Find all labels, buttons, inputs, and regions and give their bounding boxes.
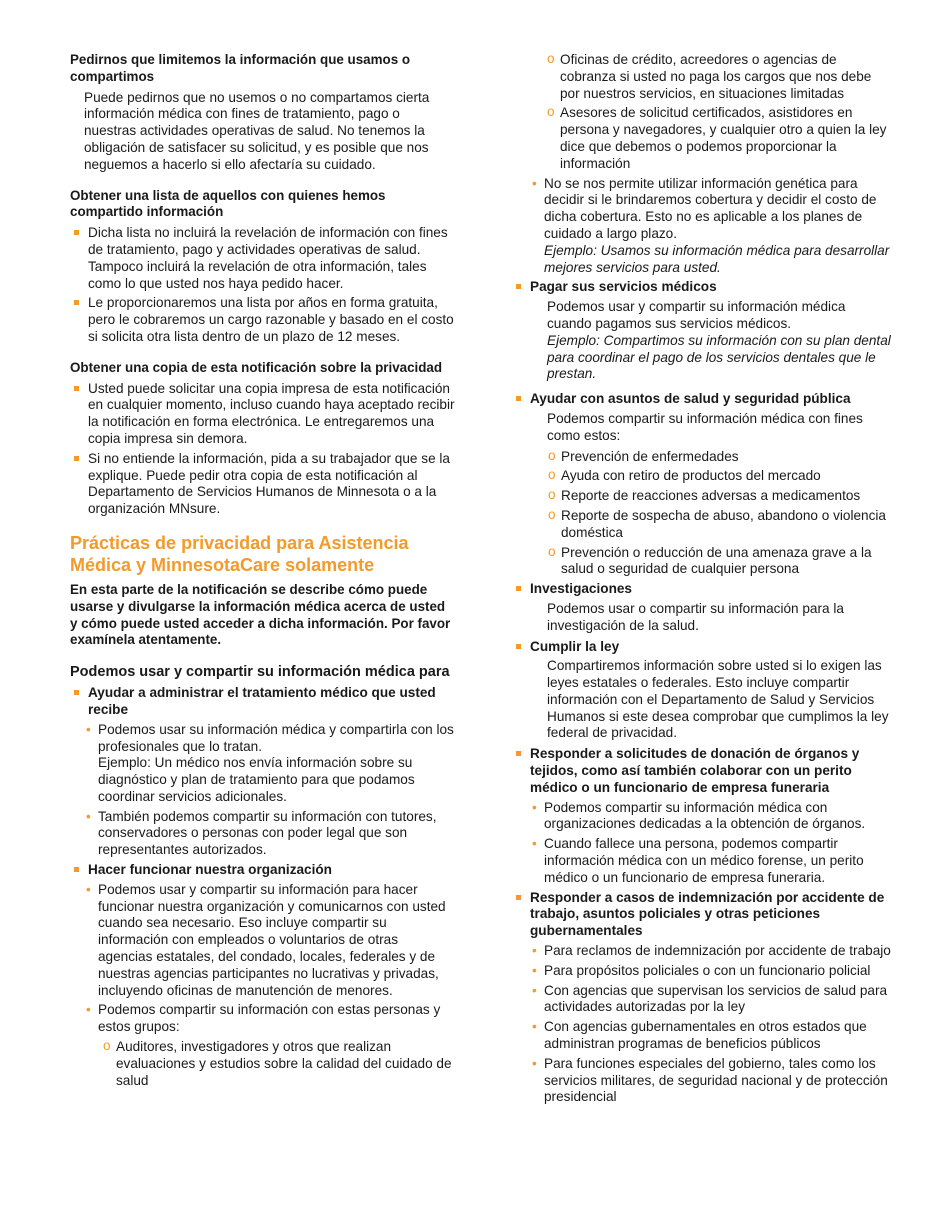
public-health-details (547, 411, 892, 578)
list-item: Dicha lista no incluirá la revelación de información con fines de tratamiento, pago y actividades operativas de salud. Tampoco incluirá la revelación de otra información, tales como lo que usted nos haya pedido hacer. (70, 225, 455, 292)
item-public-health: Ayudar con asuntos de salud y seguridad pública (512, 391, 892, 408)
item-government: Responder a casos de indemnización por accidente de trabajo, asuntos policiales y otras peticiones gubernamentales (512, 890, 892, 940)
list-item: • Podemos compartir su información con estas personas y estos grupos: (84, 1002, 455, 1036)
list-item: o Ayuda con retiro de productos del mercado (547, 468, 892, 485)
section-title-limit: Pedirnos que limitemos la información que usamos o compartimos (70, 52, 411, 84)
item-research: Investigaciones (512, 581, 892, 598)
list-item: o Prevención de enfermedades (547, 449, 892, 466)
list-item (530, 176, 892, 277)
list-item: Usted puede solicitar una copia impresa de esta notificación en cualquier momento, incluso cuando haya aceptado recibir la notificación en forma electrónica. Le entregaremos una copia impresa sin demora. (70, 381, 455, 448)
list-item: • Con agencias gubernamentales en otros estados que administran programas de beneficios públicos (530, 1019, 892, 1053)
genetic-info-text: • No se nos permite utilizar información genética para decidir si le brindaremos cobertura y decidir el costo de dicha cobertura. Esto no es aplicable a los planes de cuidado a largo plazo. (544, 175, 877, 241)
pay-body: Podemos usar y compartir su información médica cuando pagamos sus servicios médicos. (547, 299, 846, 331)
left-column (70, 52, 455, 1092)
list-item: o Auditores, investigadores y otros que realizan evaluaciones y estudios sobre la calidad del cuidado de salud (102, 1039, 455, 1089)
subheading-use-share: Podemos usar y compartir su información médica para (70, 664, 450, 681)
item-pay: Pagar sus servicios médicos (512, 279, 892, 296)
pay-details (547, 299, 892, 383)
list-item: • También podemos compartir su información con tutores, conservadores o personas con poder legal que son representantes autorizados. (84, 809, 455, 859)
section-copy-items (70, 381, 455, 518)
list-item: • Cuando fallece una persona, podemos compartir información médica con un médico forense, un perito médico o un funcionario de empresa funeraria. (530, 836, 892, 886)
treatment-detail-text: • Podemos usar su información médica y compartirla con los profesionales que lo tratan. (98, 721, 454, 754)
list-item: • Podemos usar y compartir su información para hacer funcionar nuestra organización y comunicarnos con usted cuando sea necesario. Eso incluye compartir su información con empleados o voluntarios de otras agencias estatales, del condado, locales, federales y de nuestras agencias participantes no lucrativas y privadas, incluyendo oficinas de manutención de menores. (84, 882, 455, 1000)
list-item (84, 722, 455, 806)
treatment-example-text: Ejemplo: Un médico nos envía información sobre su diagnóstico y plan de tratamiento para que podamos coordinar servicios adicionales. (98, 755, 415, 804)
list-item: o Reporte de reacciones adversas a medicamentos (547, 488, 892, 505)
section-title-list: Obtener una lista de aquellos con quienes hemos compartido información (70, 187, 386, 220)
item-treatment: Ayudar a administrar el tratamiento médico que usted recibe (70, 685, 455, 719)
section-title-copy: Obtener una copia de esta notificación sobre la privacidad (70, 359, 443, 375)
item-organ-donation: Responder a solicitudes de donación de órganos y tejidos, como así también colaborar con un perito médico o un funcionario de empresa funeraria (512, 746, 892, 796)
list-item: • Para funciones especiales del gobierno, tales como los servicios militares, de seguridad nacional y de protección presidencial (530, 1056, 892, 1106)
pay-example: Ejemplo: Compartimos su información con su plan dental para coordinar el pago de los servicios dentales que le prestan. (547, 332, 891, 382)
public-health-body: Podemos compartir su información médica con fines como estos: (547, 410, 863, 443)
list-item: • Para reclamos de indemnización por accidente de trabajo (530, 943, 892, 960)
list-item: o Oficinas de crédito, acreedores o agencias de cobranza si usted no paga los cargos que nos debe por nuestros servicios, en situaciones limitadas (546, 52, 892, 102)
item-organization: Hacer funcionar nuestra organización (70, 862, 455, 879)
list-item: • Para propósitos policiales o con un funcionario policial (530, 963, 892, 980)
organ-details (530, 800, 892, 887)
section-body-limit: Puede pedirnos que no usemos o no compartamos cierta información médica con fines de tratamiento, pago o nuestras actividades operativas de salud. No tenemos la obligación de satisfacer su solicitud, y es posible que nos neguemos a hacerlo si ello afectaría su cuidado. (84, 89, 430, 172)
section-heading-practices: Prácticas de privacidad para Asistencia Médica y MinnesotaCare solamente (70, 532, 409, 575)
section-list-items (70, 225, 455, 346)
section-intro: En esta parte de la notificación se describe cómo puede usarse y divulgarse la información médica acerca de usted y cómo puede usted acceder a dicha información. Por favor examínela atentamente. (70, 581, 451, 648)
list-item: Le proporcionaremos una lista por años en forma gratuita, pero le cobraremos un cargo razonable y basado en el costo si solicita otra lista dentro de un plazo de 12 meses. (70, 295, 455, 345)
treatment-details (84, 722, 455, 859)
genetic-example-text: Ejemplo: Usamos su información médica para desarrollar mejores servicios para usted. (544, 242, 890, 275)
research-body: Podemos usar o compartir su información para la investigación de la salud. (547, 600, 844, 633)
government-details (530, 943, 892, 1106)
organization-details (84, 882, 455, 1090)
list-item: • Podemos compartir su información médica con organizaciones dedicadas a la obtención de órganos. (530, 800, 892, 834)
list-item: o Reporte de sospecha de abuso, abandono o violencia doméstica (547, 508, 892, 542)
item-law: Cumplir la ley (512, 639, 892, 656)
right-column (512, 52, 892, 1109)
list-item: o Prevención o reducción de una amenaza grave a la salud o seguridad de cualquier persona (547, 545, 892, 579)
list-item: o Asesores de solicitud certificados, asistidores en persona y navegadores, y cualquier otro a quien la ley dice que debemos o podemos proporcionar la información (546, 105, 892, 172)
law-body: Compartiremos información sobre usted si lo exigen las leyes estatales o federales. Esto incluye compartir información con el Departamento de Salud y Servicios Humanos si este desea comprobar que cumplimos la ley federal de privacidad. (547, 658, 889, 741)
list-item: • Con agencias que supervisan los servicios de salud para actividades autorizadas por la ley (530, 983, 892, 1017)
list-item: Si no entiende la información, pida a su trabajador que se la explique. Puede pedir otra copia de esta notificación al Departamento de Servicios Humanos de Minnesota o a la organización MNsure. (70, 451, 455, 518)
